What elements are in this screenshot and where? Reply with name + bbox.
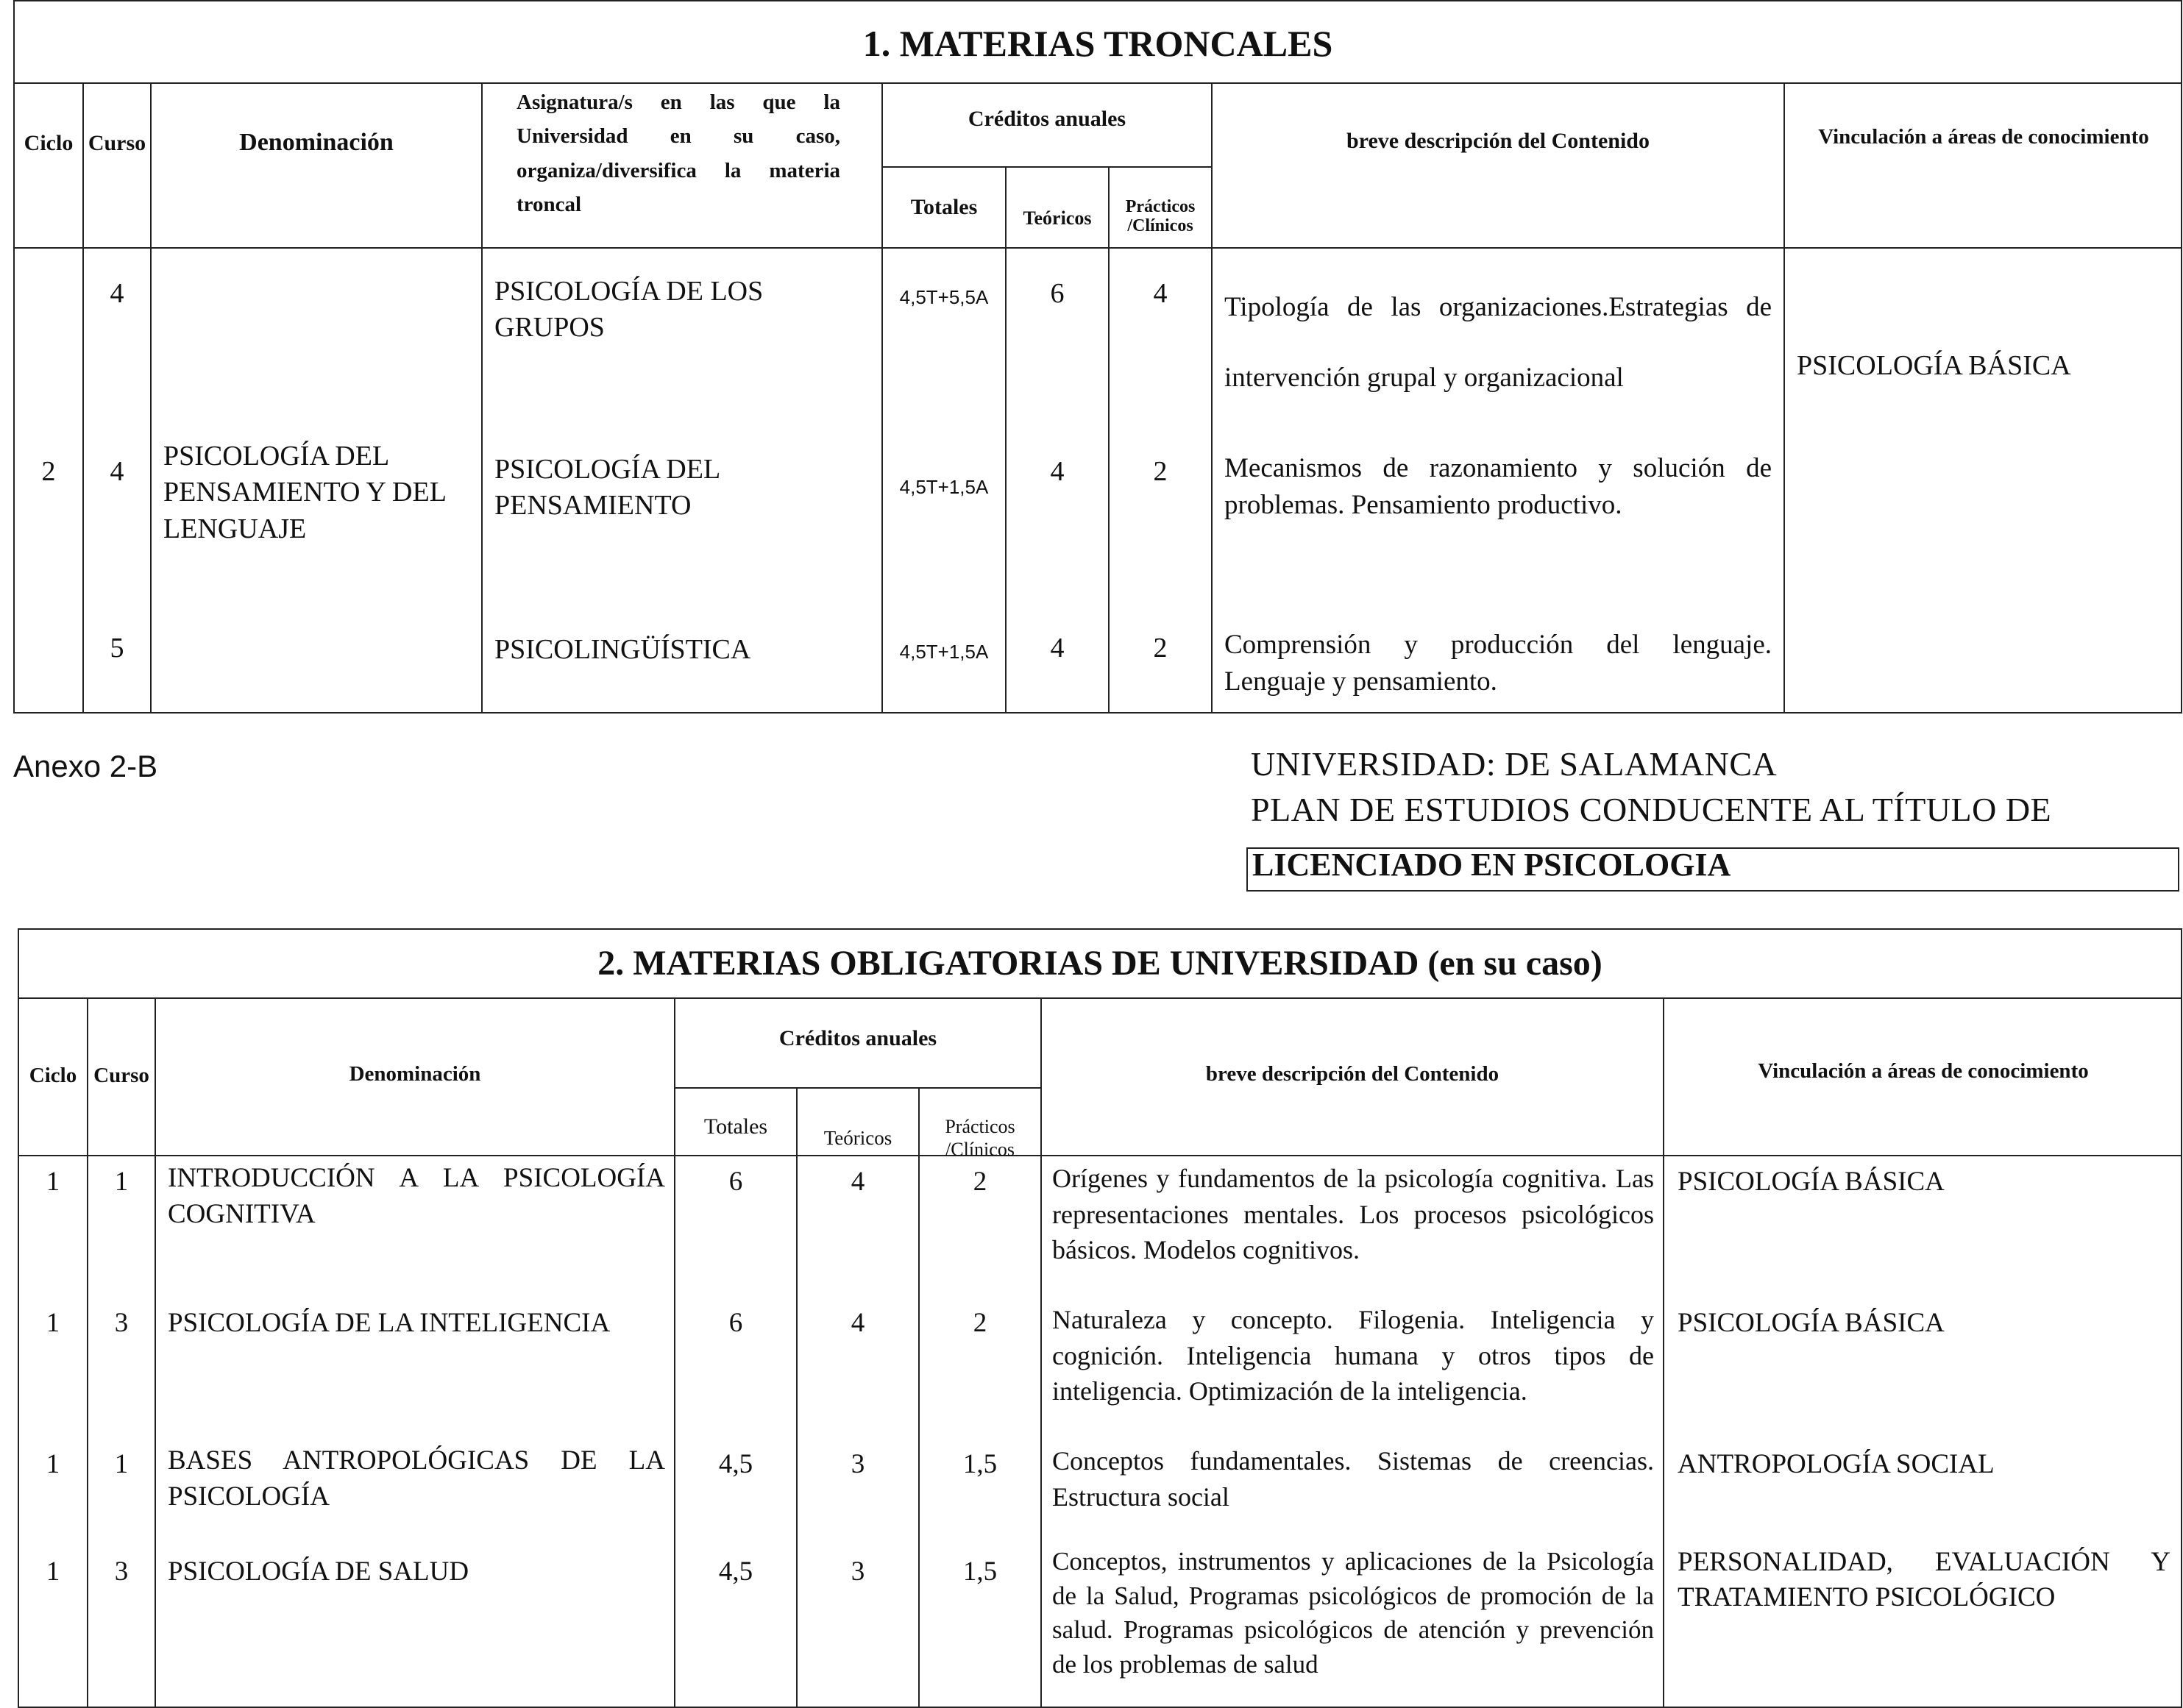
ciclo-value: 2: [41, 456, 56, 487]
university-line: UNIVERSIDAD: DE SALAMANCA: [1251, 745, 1778, 783]
header-curso: Curso: [88, 131, 146, 155]
plan-line: PLAN DE ESTUDIOS CONDUCENTE AL TÍTULO DE: [1251, 791, 2052, 828]
header-teoricos: Teóricos: [1023, 207, 1092, 229]
totales-value: 4,5: [718, 1556, 753, 1587]
header-vinculacion: Vinculación a áreas de conocimiento: [1758, 1059, 2089, 1083]
ciclo-value: 1: [46, 1308, 60, 1338]
practicos-value: 2: [1153, 633, 1168, 663]
header-totales: Totales: [703, 1114, 768, 1139]
ciclo-value: 1: [46, 1556, 60, 1587]
teoricos-value: 6: [1050, 278, 1065, 309]
header-curso: Curso: [93, 1064, 149, 1087]
denominacion-value: PSICOLOGÍA DE SALUD: [168, 1556, 469, 1587]
header-descripcion: breve descripción del Contenido: [1346, 129, 1650, 153]
header-descripcion: breve descripción del Contenido: [1205, 1062, 1499, 1086]
annex-label: Anexo 2-B: [13, 749, 158, 783]
descripcion-value: Tipología de las organizaciones.Estrategias de intervención grupal y organizacional: [1224, 292, 1772, 394]
descripcion-value: Conceptos fundamentales. Sistemas de creencias. Estructura social: [1052, 1446, 1654, 1512]
teoricos-value: 3: [851, 1449, 865, 1479]
header-creditos: Créditos anuales: [778, 1026, 937, 1050]
practicos-value: 2: [1153, 456, 1168, 487]
table2-title: 2. MATERIAS OBLIGATORIAS DE UNIVERSIDAD (en su caso): [597, 944, 1602, 983]
header-teoricos: Teóricos: [823, 1127, 892, 1149]
descripcion-value: Naturaleza y concepto. Filogenia. Inteligencia y cognición. Inteligencia humana y otros tipos de inteligencia. Optimización de la inteligencia.: [1052, 1305, 1654, 1406]
asignatura-value: PSICOLINGÜÍSTICA: [494, 634, 751, 665]
teoricos-value: 4: [1050, 633, 1065, 663]
practicos-value: 1,5: [962, 1556, 998, 1587]
ciclo-value: 1: [46, 1167, 60, 1197]
curso-value: 4: [110, 456, 124, 487]
totales-value: 6: [728, 1308, 743, 1338]
vinculacion-value: PSICOLOGÍA BÁSICA: [1797, 350, 2071, 381]
curso-value: 5: [110, 633, 124, 663]
header-totales: Totales: [910, 195, 978, 219]
totales-value: 6: [728, 1167, 743, 1197]
totales-value: 4,5T+1,5A: [899, 641, 989, 663]
curso-value: 1: [114, 1167, 129, 1197]
asignatura-value: PSICOLOGÍA DE LOS GRUPOS: [494, 276, 764, 344]
vinculacion-value: ANTROPOLOGÍA SOCIAL: [1678, 1449, 1995, 1479]
header-practicos: Prácticos /Clínicos: [945, 1116, 1015, 1161]
totales-value: 4,5T+1,5A: [899, 476, 989, 498]
ciclo-value: 1: [46, 1449, 60, 1479]
practicos-value: 4: [1153, 278, 1168, 309]
vinculacion-value: PSICOLOGÍA BÁSICA: [1678, 1308, 1945, 1338]
curso-value: 3: [114, 1556, 129, 1587]
denominacion-value: BASES ANTROPOLÓGICAS DE LA PSICOLOGÍA: [168, 1445, 665, 1512]
degree-title: LICENCIADO EN PSICOLOGIA: [1252, 847, 1731, 883]
totales-value: 4,5T+5,5A: [899, 286, 989, 308]
header-vinculacion: Vinculación a áreas de conocimiento: [1818, 125, 2149, 149]
asignatura-value: PSICOLOGÍA DEL PENSAMIENTO: [494, 454, 720, 522]
vinculacion-value: PERSONALIDAD, EVALUACIÓN Y TRATAMIENTO PSICOLÓGICO: [1678, 1547, 2170, 1613]
header-practicos: Prácticos /Clínicos: [1125, 197, 1196, 236]
denominacion-value: PSICOLOGÍA DEL PENSAMIENTO Y DEL LENGUAJE: [163, 441, 446, 544]
header-ciclo: Ciclo: [24, 131, 74, 155]
teoricos-value: 4: [1050, 456, 1065, 487]
table1-title: 1. MATERIAS TRONCALES: [862, 23, 1333, 64]
curso-value: 3: [114, 1308, 129, 1338]
curso-value: 4: [110, 278, 124, 309]
descripcion-value: Mecanismos de razonamiento y solución de problemas. Pensamiento productivo.: [1224, 453, 1772, 520]
descripcion-value: Comprensión y producción del lenguaje. Lenguaje y pensamiento.: [1224, 630, 1772, 697]
practicos-value: 2: [973, 1308, 987, 1338]
teoricos-value: 4: [851, 1167, 865, 1197]
teoricos-value: 4: [851, 1308, 865, 1338]
denominacion-value: INTRODUCCIÓN A LA PSICOLOGÍA COGNITIVA: [168, 1163, 665, 1229]
totales-value: 4,5: [718, 1449, 753, 1479]
practicos-value: 2: [973, 1167, 987, 1197]
descripcion-value: Orígenes y fundamentos de la psicología cognitiva. Las representaciones mentales. Los procesos psicológicos básicos. Modelos cognitivos.: [1052, 1164, 1654, 1265]
vinculacion-value: PSICOLOGÍA BÁSICA: [1678, 1167, 1945, 1197]
practicos-value: 1,5: [962, 1449, 998, 1479]
header-denominacion: Denominación: [239, 129, 394, 156]
curso-value: 1: [114, 1449, 129, 1479]
denominacion-value: PSICOLOGÍA DE LA INTELIGENCIA: [168, 1308, 611, 1338]
header-asignatura: Asignatura/s en las que la Universidad en su caso, organiza/diversifica la materia troncal: [517, 90, 840, 217]
header-denominacion: Denominación: [349, 1062, 481, 1086]
header-creditos: Créditos anuales: [968, 107, 1126, 131]
header-ciclo: Ciclo: [29, 1064, 77, 1087]
descripcion-value: Conceptos, instrumentos y aplicaciones de la Psicología de la Salud, Programas psicológicos de promoción de la salud. Programas psicológicos de atención y prevención de los problemas de salud: [1052, 1547, 1654, 1679]
teoricos-value: 3: [851, 1556, 865, 1587]
